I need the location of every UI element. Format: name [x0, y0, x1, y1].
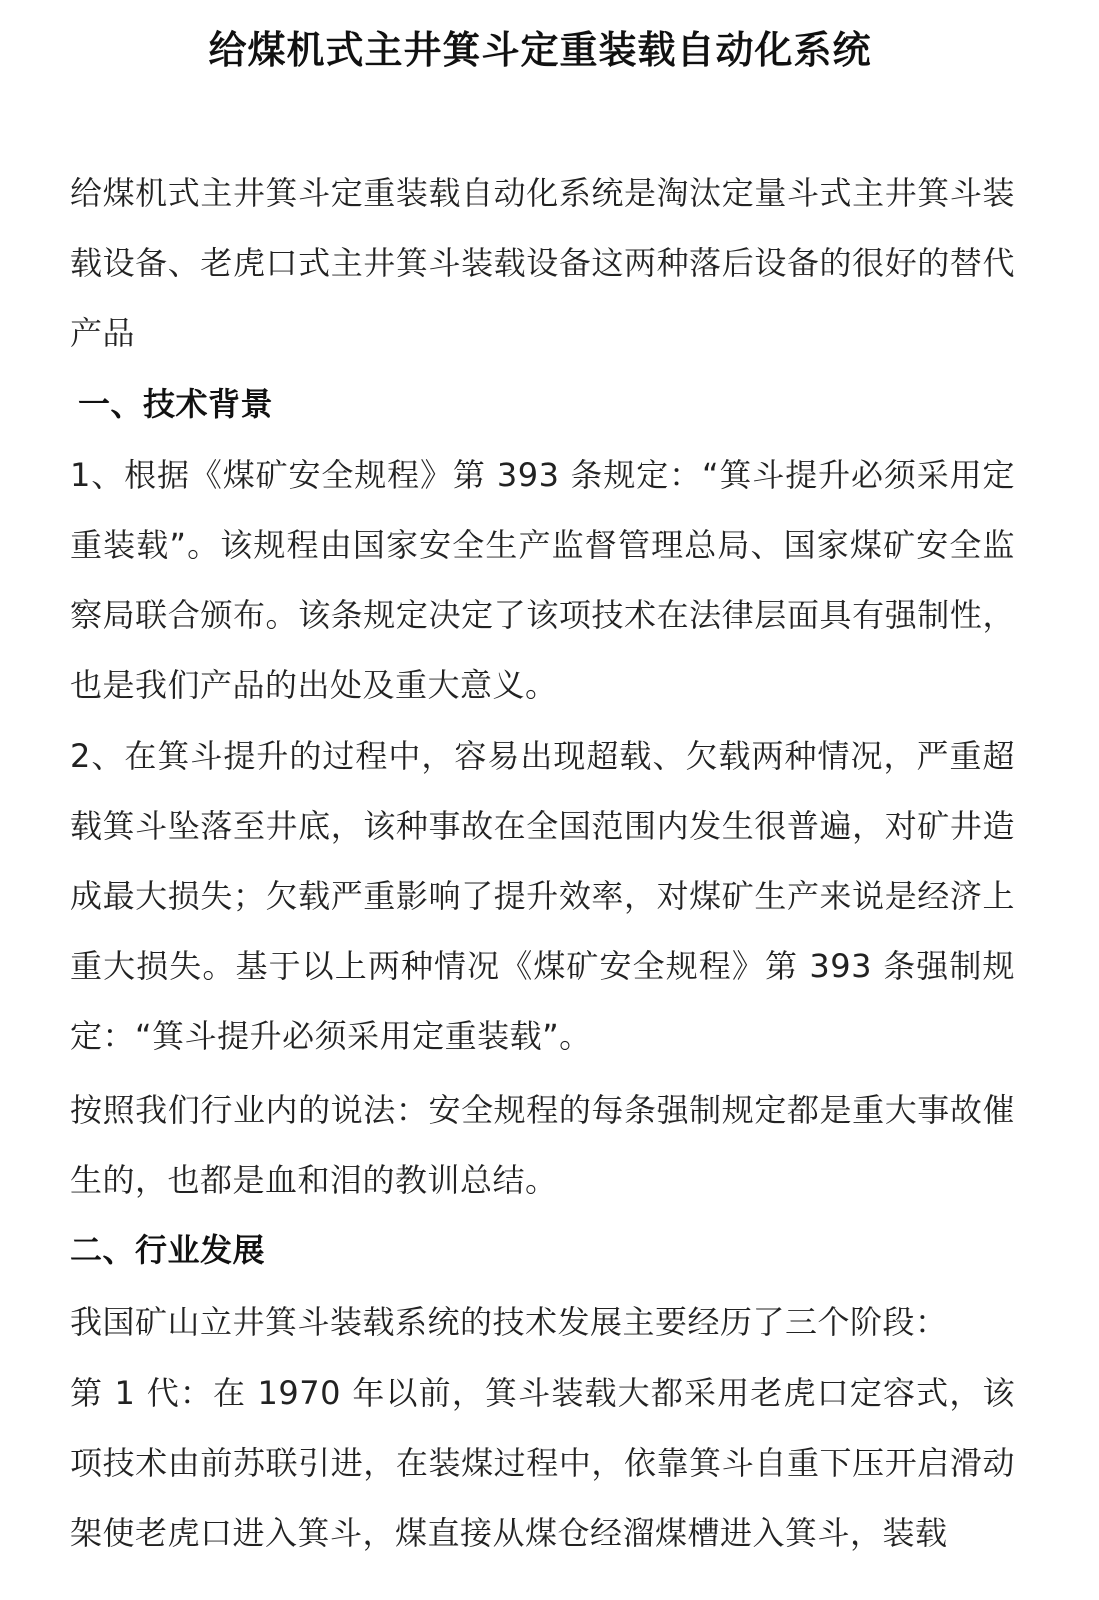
industry-note-paragraph: 按照我们行业内的说法：安全规程的每条强制规定都是重大事故催生的，也都是血和泪的教训总结。 [70, 1091, 1015, 1199]
development-intro-paragraph: 我国矿山立井箕斗装载系统的技术发展主要经历了三个阶段： [70, 1303, 948, 1341]
section-heading-technical-background: 一、技术背景 [78, 385, 274, 423]
document-title: 给煤机式主井箕斗定重装载自动化系统 [208, 28, 872, 72]
background-item-2: 2、在箕斗提升的过程中，容易出现超载、欠载两种情况，严重超载箕斗坠落至井底，该种事故在全国范围内发生很普遍，对矿井造成最大损失；欠载严重影响了提升效率，对煤矿生产来说是经济上重大损失。基于以上两种情况《煤矿安全规程》第 393 条强制规定：“箕斗提升必须采用定重装载”。 [70, 737, 1015, 1055]
generation-1-paragraph: 第 1 代：在 1970 年以前，箕斗装载大都采用老虎口定容式，该项技术由前苏联引进，在装煤过程中，依靠箕斗自重下压开启滑动架使老虎口进入箕斗，煤直接从煤仓经溜煤槽进入箕斗，装载 [70, 1374, 1015, 1552]
background-item-1: 1、根据《煤矿安全规程》第 393 条规定：“箕斗提升必须采用定重装载”。该规程由国家安全生产监督管理总局、国家煤矿安全监察局联合颁布。该条规定决定了该项技术在法律层面具有强制性，也是我们产品的出处及重大意义。 [70, 456, 1015, 704]
intro-paragraph: 给煤机式主井箕斗定重装载自动化系统是淘汰定量斗式主井箕斗装载设备、老虎口式主井箕斗装载设备这两种落后设备的很好的替代产品 [70, 174, 1015, 352]
section-heading-industry-development: 二、行业发展 [70, 1231, 266, 1269]
